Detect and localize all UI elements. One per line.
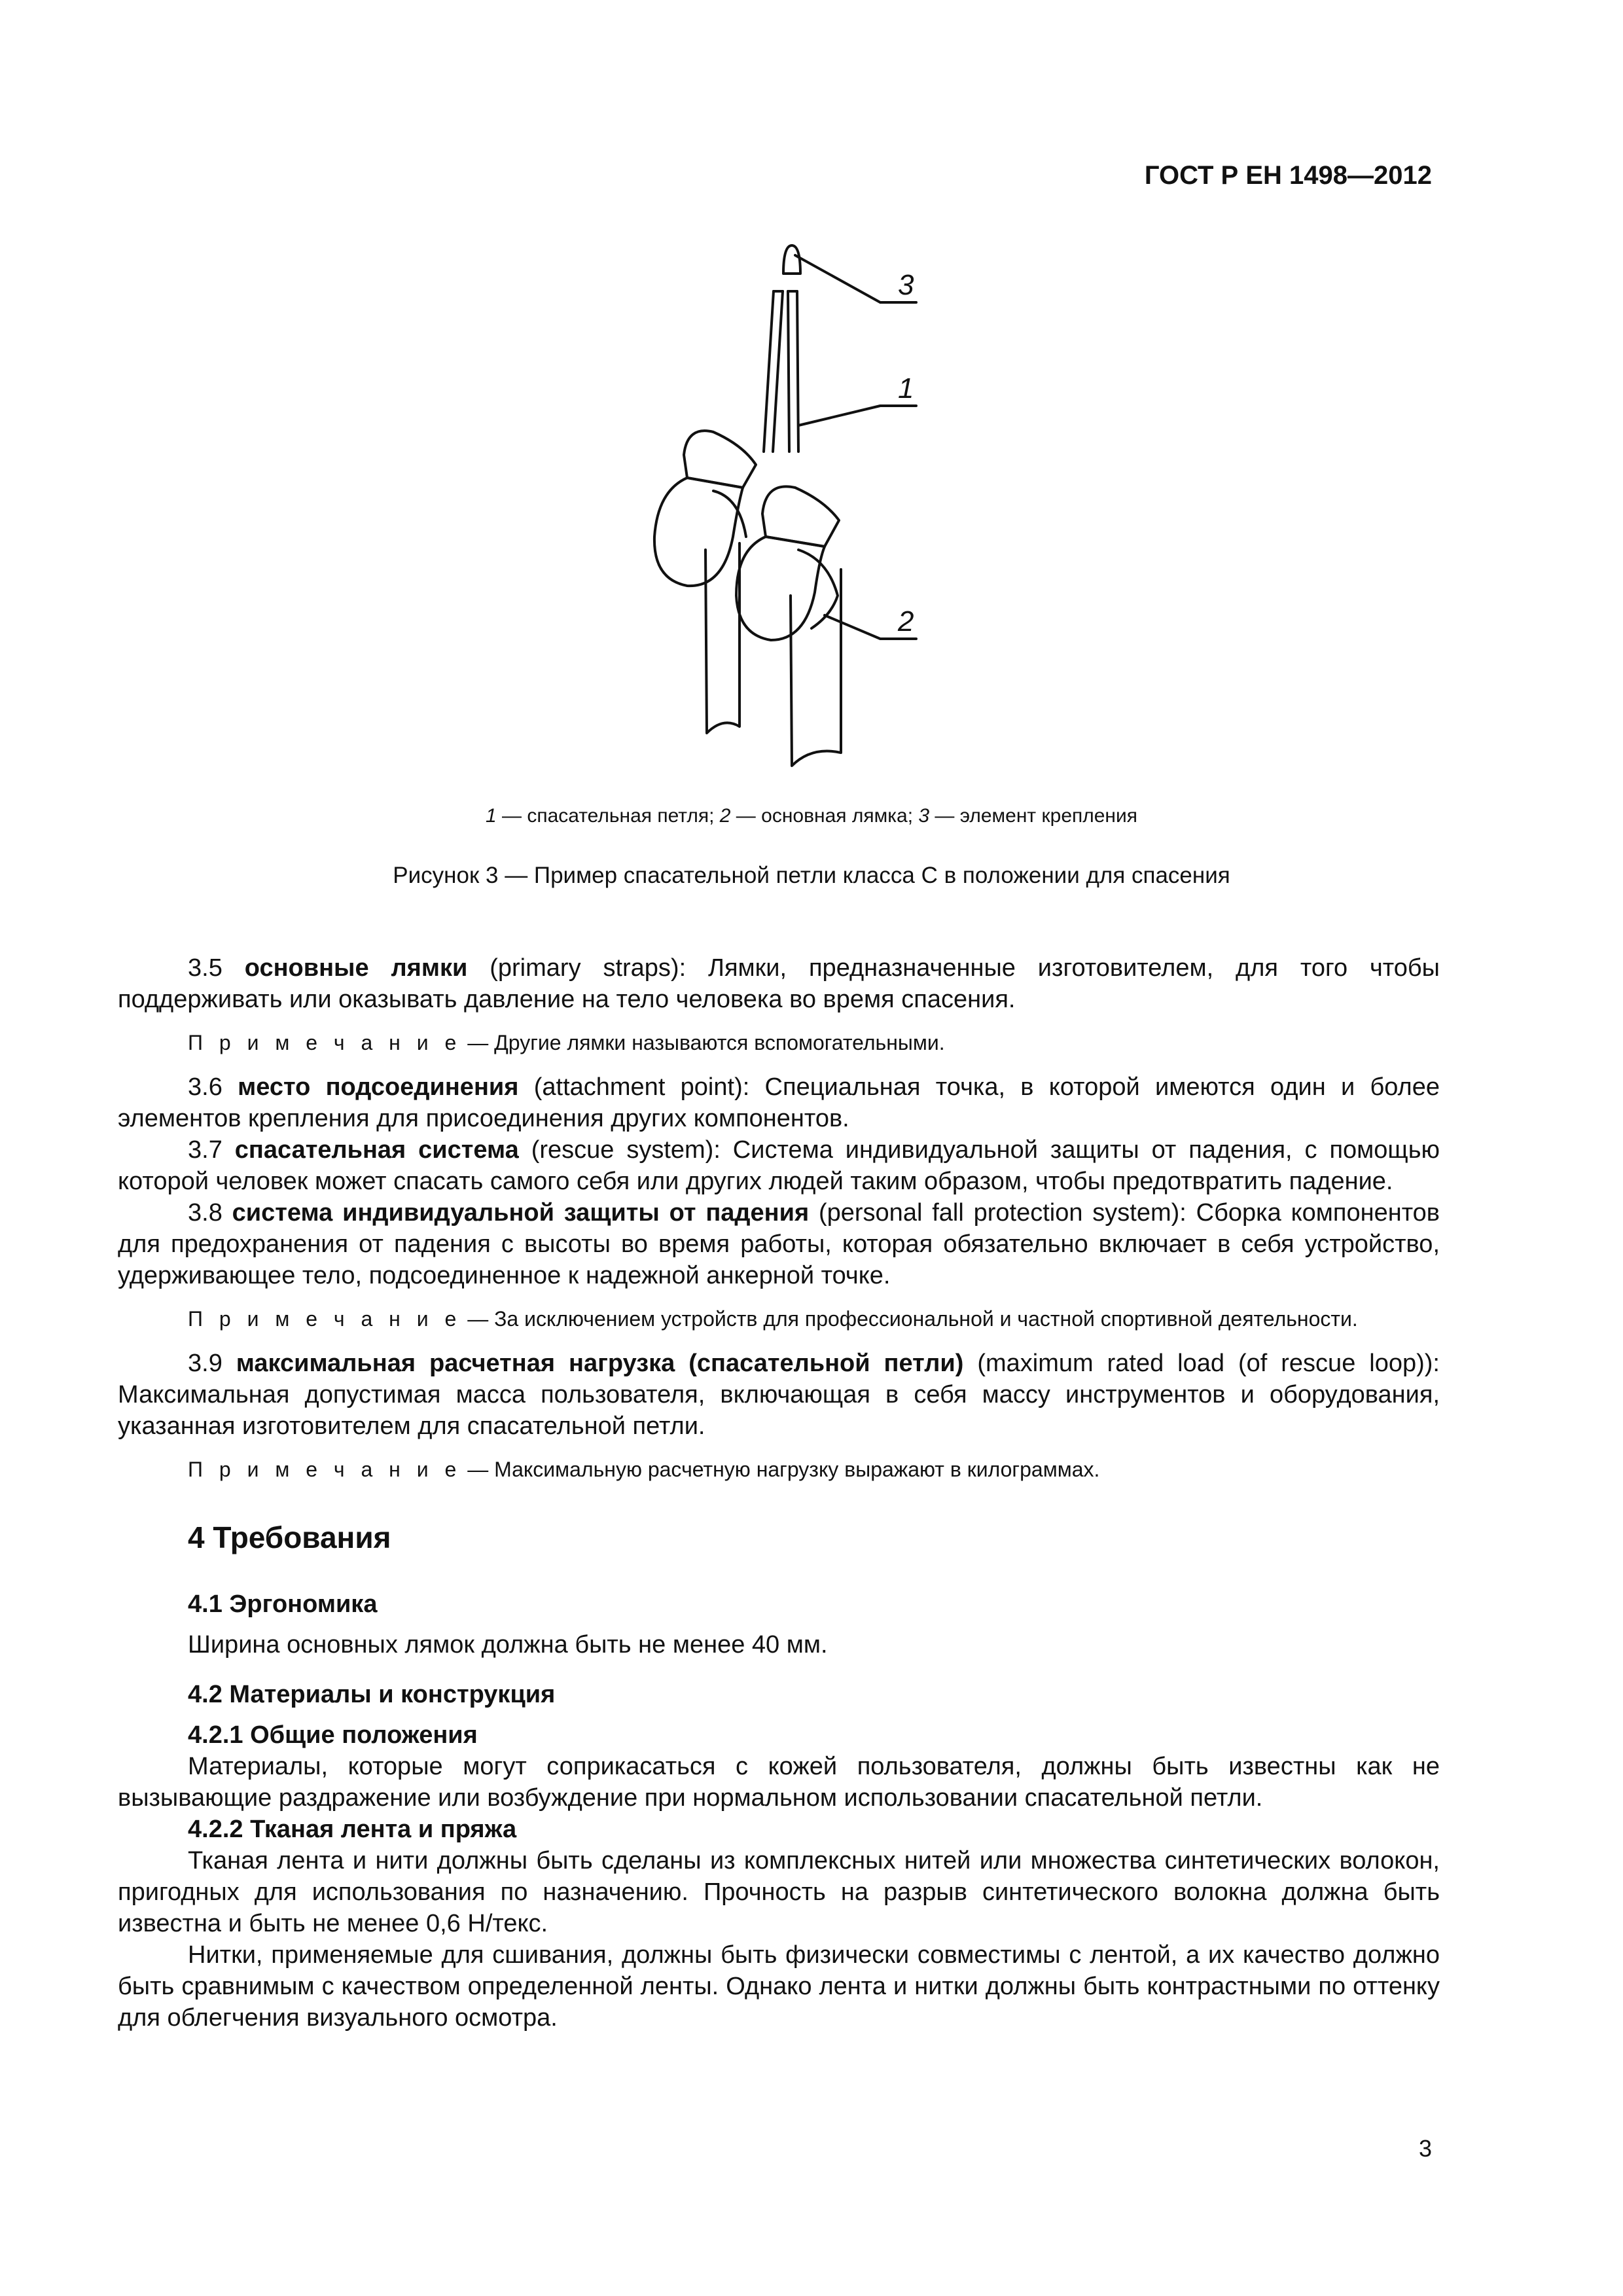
- document-header: ГОСТ Р ЕН 1498—2012: [1144, 161, 1432, 190]
- definition-text: (attachment point): Специальная точка, в которой имеются один и более элементов крепления для присоединения других компонентов.: [118, 1073, 1440, 1132]
- rescue-loop: [764, 291, 798, 452]
- definition-3-9: [118, 1348, 1440, 1442]
- clause-number: 3.8: [188, 1199, 223, 1227]
- term: максимальная расчетная нагрузка (спасательной петли): [236, 1350, 964, 1377]
- rescue-loop-figure: [602, 229, 942, 792]
- definition-text: (rescue system): Система индивидуальной защиты от падения, с помощью которой человек может спасать самого себя или других людей таким образом, чтобы предотвратить падение.: [118, 1136, 1440, 1195]
- subsection-4-2-2-heading: 4.2.2 Тканая лента и пряжа: [188, 1816, 517, 1843]
- definition-text: (maximum rated load (of rescue loop)): Максимальная допустимая масса пользователя, включающая в себя массу инструментов и оборудования, указанная изготовителем для спасательной петли.: [118, 1350, 1440, 1440]
- note-text: — Другие лямки называются вспомогательными.: [461, 1031, 945, 1054]
- callout-3: 3: [898, 269, 914, 301]
- note-3: [118, 1455, 1440, 1484]
- term: основные лямки: [244, 954, 468, 982]
- definition-text: (personal fall protection system): Сборка компонентов для предохранения от падения с высоты во время работы, которая обязательно включает в себя устройство, удерживающее тело, подсоединенное к надежной анкерной точке.: [118, 1199, 1440, 1289]
- section-4-heading: 4 Требования: [188, 1520, 391, 1554]
- legend-num-3: 3: [918, 805, 930, 827]
- note-text: — Максимальную расчетную нагрузку выражают в килограммах.: [461, 1458, 1100, 1481]
- note-2: [118, 1304, 1440, 1333]
- subsection-4-2-1-text: Материалы, которые могут соприкасаться с кожей пользователя, должны быть известны как не вызывающие раздражение или возбуждение при нормальном использовании спасательной петли.: [118, 1753, 1440, 1812]
- left-boot: [654, 478, 743, 586]
- definition-3-7: [118, 1134, 1440, 1197]
- clause-number: 3.7: [188, 1136, 223, 1164]
- term: спасательная система: [234, 1136, 519, 1164]
- definition-3-8: [118, 1197, 1440, 1291]
- document-body: [118, 952, 1440, 2034]
- legend-text-3: — элемент крепления: [929, 805, 1138, 827]
- term: место подсоединения: [238, 1073, 519, 1101]
- note-1: [118, 1028, 1440, 1057]
- callout-2: 2: [898, 605, 914, 637]
- subsection-4-1-heading: 4.1 Эргономика: [188, 1590, 378, 1618]
- page-number: 3: [1418, 2135, 1432, 2162]
- subsection-4-2-2-text-1: Тканая лента и нити должны быть сделаны из комплексных нитей или множества синтетических волокон, пригодных для использования по назначению. Прочность на разрыв синтетического волокна должна быть известна и быть не менее 0,6 Н/текс.: [118, 1847, 1440, 1937]
- subsection-4-2-2-text-2: Нитки, применяемые для сшивания, должны быть физически совместимы с лентой, а их качество должно быть сравнимым с качеством определенной ленты. Однако лента и нитки должны быть контрастными по оттенку для облегчения визуального осмотра.: [118, 1941, 1440, 2032]
- clause-number: 3.9: [188, 1350, 223, 1377]
- figure-caption: Рисунок 3 — Пример спасательной петли класса С в положении для спасения: [393, 863, 1230, 888]
- subsection-4-2-1-heading: 4.2.1 Общие положения: [188, 1721, 478, 1749]
- legend-text-2: — основная лямка;: [730, 805, 919, 827]
- note-label: П р и м е ч а н и е: [188, 1031, 462, 1054]
- attachment-element: [783, 245, 800, 274]
- note-text: — За исключением устройств для профессиональной и частной спортивной деятельности.: [461, 1307, 1358, 1331]
- term: система индивидуальной защиты от падения: [232, 1199, 810, 1227]
- note-label: П р и м е ч а н и е: [188, 1307, 462, 1331]
- note-label: П р и м е ч а н и е: [188, 1458, 462, 1481]
- definition-3-5: [118, 952, 1440, 1015]
- callout-1: 1: [898, 372, 914, 404]
- definition-text: (primary straps): Лямки, предназначенные изготовителем, для того чтобы поддерживать или оказывать давление на тело человека во время спасения.: [118, 954, 1440, 1013]
- primary-strap: [791, 569, 841, 766]
- definition-3-6: [118, 1071, 1440, 1134]
- subsection-4-2-heading: 4.2 Материалы и конструкция: [188, 1681, 556, 1708]
- legend-text-1: — спасательная петля;: [496, 805, 720, 827]
- subsection-4-1-text: Ширина основных лямок должна быть не менее 40 мм.: [188, 1631, 828, 1659]
- clause-number: 3.6: [188, 1073, 223, 1101]
- legend-num-2: 2: [719, 805, 731, 827]
- clause-number: 3.5: [188, 954, 223, 982]
- right-boot: [736, 537, 825, 640]
- figure-legend: [0, 805, 1623, 827]
- legend-num-1: 1: [485, 805, 497, 827]
